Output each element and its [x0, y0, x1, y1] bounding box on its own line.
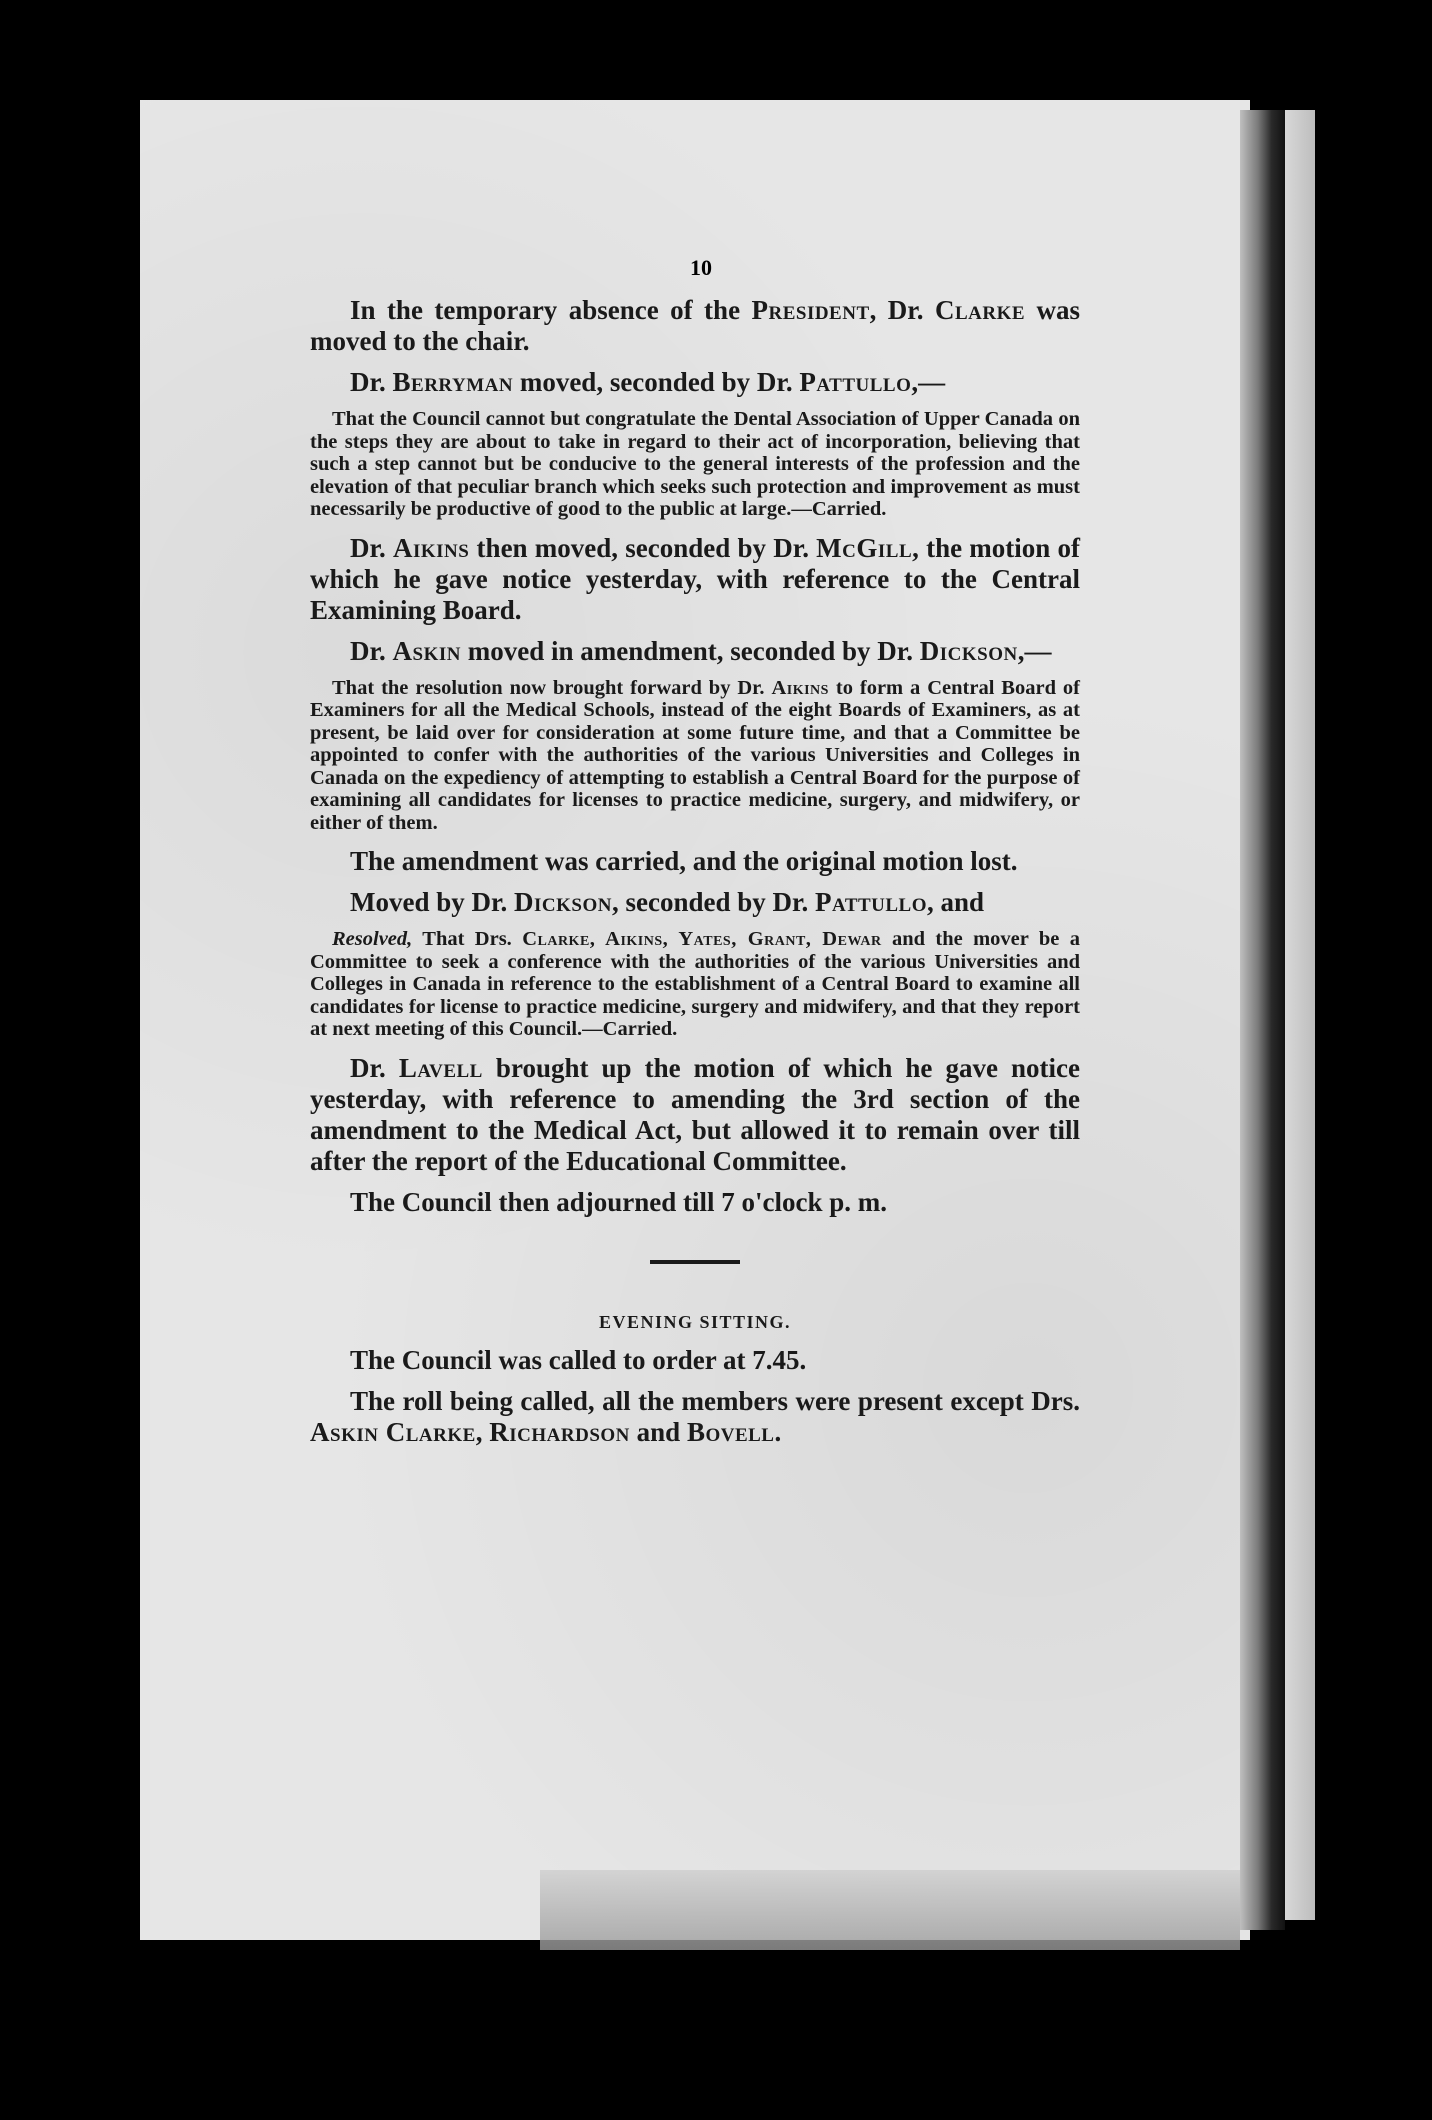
section-divider: [650, 1260, 740, 1264]
resolution-committee: [310, 928, 1080, 1041]
paragraph-president-absence: [310, 295, 1080, 357]
text-run: ,—: [1017, 635, 1052, 666]
paragraph-amendment-carried: The amendment was carried, and the original motion lost.: [350, 846, 1018, 876]
name-berryman: Berryman: [392, 367, 514, 397]
text-run: moved, seconded by Dr.: [513, 367, 800, 397]
text-run: In the temporary absence of the: [350, 295, 752, 325]
name-dickson: Dickson: [514, 887, 612, 917]
paragraph-aikins-motion: [310, 533, 1080, 626]
text-run: then moved, seconded by Dr.: [469, 532, 817, 563]
paragraph-roll-call: [310, 1386, 1080, 1448]
text-run: Dr.: [350, 1052, 399, 1083]
name-mcgill: McGill: [816, 532, 913, 563]
name-clarke: Clarke: [934, 295, 1026, 325]
resolved-label: Resolved,: [332, 928, 413, 950]
text-run: The roll being called, all the members were present except Drs.: [350, 1385, 1080, 1416]
text-run: Dr.: [350, 367, 393, 397]
name-aikins: Aikins: [771, 676, 829, 699]
text-run: moved in amendment, seconded by Dr.: [460, 635, 920, 666]
text-run: , the motion of which he gave notice yesterday, with reference to the Central Examining Board.: [310, 532, 1081, 625]
name-askin: Askin: [392, 635, 461, 666]
paragraph-berryman-motion: [310, 367, 1080, 398]
name-pattullo: Pattullo: [815, 887, 928, 917]
text-run: Dr.: [350, 635, 393, 666]
page-binding-edge: [1240, 110, 1285, 1930]
paragraph-lavell-motion: [310, 1053, 1080, 1177]
name-askin-clarke: Askin Clarke: [310, 1416, 476, 1447]
paragraph-askin-amendment: [310, 636, 1080, 667]
text-run: That Drs.: [412, 928, 523, 950]
paragraph-adjourned: The Council then adjourned till 7 o'clock p. m.: [350, 1186, 888, 1217]
committee-names: Clarke, Aikins, Yates, Grant, Dewar: [522, 928, 882, 950]
text-run: , and: [927, 887, 985, 917]
resolution-dental-association: That the Council cannot but congratulate the Dental Association of Upper Canada on the steps they are about to take in regard to their act of incorporation, believing that such a step cannot but be conducive to the general interests of the profession and the elevation of that peculiar branch which seeks such protection and improvement as must necessarily be productive of good to the public at large.—Carried.: [310, 408, 1080, 520]
paragraph-dickson-motion: [310, 887, 1080, 918]
name-dickson: Dickson: [919, 635, 1018, 666]
text-run: Dr.: [350, 532, 393, 563]
name-bovell: Bovell: [686, 1416, 775, 1447]
torn-paper-scrap: [540, 1870, 1240, 1950]
text-run: to form a Central Board of Examiners for all the Medical Schools, instead of the eight Boards of Examiners, as at present, be laid over for consideration at some future time, and that a Committee be appointed to confer with the authorities of the various Universities and Colleges in Canada on the expediency of attempting to establish a Central Board for the purpose of examining all candidates for licenses to practice medicine, surgery, and midwifery, or either of them.: [310, 676, 1080, 834]
text-run: brought up the motion of which he gave notice yesterday, with reference to amending the 3rd section of the amendment to the Medical Act, but allowed it to remain over till after the report of the Educational Committee.: [310, 1052, 1080, 1176]
text-run: That the resolution now brought forward by Dr.: [332, 676, 772, 699]
name-pattullo: Pattullo: [799, 367, 912, 397]
name-richardson: Richardson: [489, 1416, 630, 1447]
name-lavell: Lavell: [398, 1052, 483, 1083]
text-run: ,—: [911, 367, 946, 397]
paragraph-called-to-order: The Council was called to order at 7.45.: [350, 1344, 807, 1375]
text-run: and: [629, 1416, 687, 1447]
text-run: ,: [475, 1416, 490, 1447]
page-number: 10: [690, 255, 712, 280]
text-run: .: [774, 1416, 782, 1447]
text-run: was moved to the chair.: [310, 295, 1080, 356]
text-run: , seconded by Dr.: [611, 887, 816, 917]
text-column: [310, 295, 1080, 1458]
adjacent-page-strip: [1285, 110, 1315, 1920]
text-run: Moved by Dr.: [350, 887, 515, 917]
section-heading: EVENING SITTING.: [598, 1311, 792, 1332]
name-president: President: [751, 295, 870, 325]
name-aikins: Aikins: [392, 532, 470, 563]
text-run: and the mover be a Committee to seek a conference with the authorities of the various Universities and Colleges in Canada in reference to the establishment of a Central Board to examine all candidates for license to practice medicine, surgery and midwifery, and that they report at next meeting of this Council.—Carried.: [310, 928, 1081, 1040]
text-run: , Dr.: [869, 295, 935, 325]
resolution-central-board: [310, 677, 1080, 835]
